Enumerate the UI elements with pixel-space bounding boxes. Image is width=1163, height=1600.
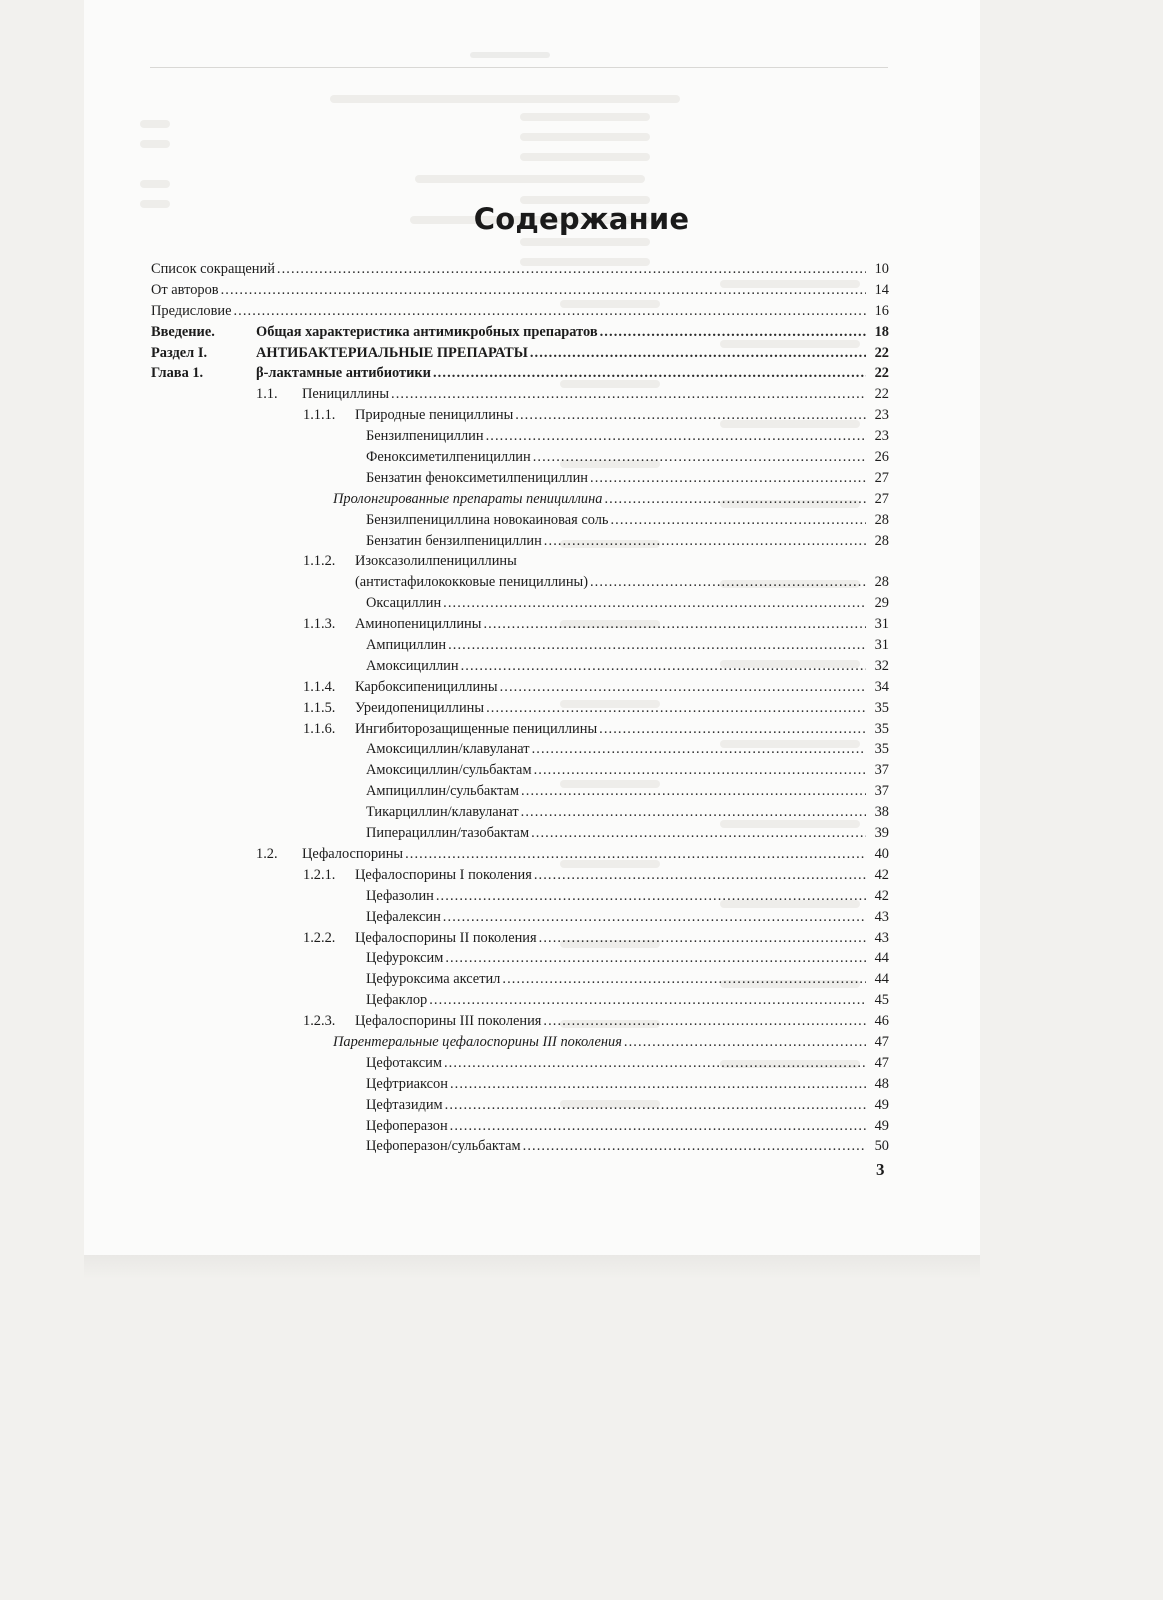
toc-entry-page: 40 <box>874 845 889 862</box>
toc-entry-title: Цефтазидим <box>366 1096 443 1113</box>
toc-entry-label: Раздел I. <box>151 344 208 361</box>
leader-dots <box>450 1116 866 1137</box>
toc-entry-page: 28 <box>874 532 889 549</box>
leader-dots <box>543 1011 866 1032</box>
leader-dots <box>405 844 866 865</box>
toc-entry-title: Тикарциллин/клавуланат <box>366 804 519 821</box>
ghost-line <box>140 180 170 188</box>
toc-entry-title: Феноксиметилпенициллин <box>366 449 531 466</box>
leader-dots <box>533 447 866 468</box>
toc-entry <box>151 322 889 343</box>
toc-entry-number: 1.1.3. <box>303 616 336 633</box>
leader-dots <box>445 1095 866 1116</box>
toc-entry <box>151 1074 889 1095</box>
leader-dots <box>450 1074 866 1095</box>
toc-entry <box>151 719 889 740</box>
toc-entry-page: 26 <box>874 449 889 466</box>
toc-entry-title: Аминопенициллины <box>355 616 482 633</box>
toc-entry-page: 49 <box>874 1117 889 1134</box>
page-number: 3 <box>876 1160 885 1179</box>
toc-entry-page: 31 <box>874 616 889 633</box>
ghost-line <box>140 140 170 148</box>
leader-dots <box>521 802 866 823</box>
leader-dots <box>461 656 866 677</box>
toc-entry-page: 10 <box>874 261 889 277</box>
toc-entry-title: Бензатин бензилпенициллин <box>366 532 542 549</box>
toc-entry-title: Амоксициллин <box>366 657 459 674</box>
toc-entry-page: 31 <box>874 637 889 654</box>
leader-dots <box>443 907 866 928</box>
toc-entry <box>151 886 889 907</box>
leader-dots <box>448 635 866 656</box>
toc-entry <box>151 1032 889 1053</box>
leader-dots <box>444 1053 866 1074</box>
toc-entry-title: Список сокращений <box>151 261 275 277</box>
toc-entry <box>151 1095 889 1116</box>
toc-entry <box>151 614 889 635</box>
toc-entry-page: 42 <box>874 887 889 904</box>
toc-entry-title: Цефалоспорины I поколения <box>355 866 532 883</box>
toc-entry <box>151 823 889 844</box>
toc-entry-page: 48 <box>874 1075 889 1092</box>
toc-entry <box>151 781 889 802</box>
toc-entry-title: Пенициллины <box>302 386 390 403</box>
toc-entry-number: 1.1.4. <box>303 678 336 695</box>
toc-entry-page: 22 <box>874 386 889 403</box>
toc-entry-page: 28 <box>874 574 889 591</box>
toc-entry-page: 35 <box>874 720 889 737</box>
toc-entry-number: 1.1.1. <box>303 407 336 424</box>
toc-entry <box>151 990 889 1011</box>
toc-entry-title: Цефалоспорины III поколения <box>355 1013 542 1030</box>
toc-entry <box>151 363 889 384</box>
leader-dots <box>433 363 866 384</box>
ghost-line <box>520 133 650 141</box>
leader-dots <box>436 886 866 907</box>
toc-entry <box>151 405 889 426</box>
toc-entry-title: Ингибиторозащищенные пенициллины <box>355 720 598 737</box>
leader-dots <box>600 322 866 343</box>
toc-entry-title: Цефалоспорины II поколения <box>355 929 537 946</box>
toc-entry-title: Цефаклор <box>366 992 428 1009</box>
toc-entry <box>151 656 889 677</box>
toc-entry-title: Бензилпенициллина новокаиновая соль <box>366 511 609 528</box>
toc-entry <box>151 468 889 489</box>
toc-entry-title: Бензилпенициллин <box>366 428 484 445</box>
leader-dots <box>534 760 866 781</box>
toc-entry-number: 1.2.1. <box>303 866 336 883</box>
leader-dots <box>445 948 866 969</box>
toc-entry-number: 1.2.3. <box>303 1013 336 1030</box>
ghost-line <box>520 238 650 246</box>
toc-entry-page: 43 <box>874 908 889 925</box>
toc-entry <box>151 447 889 468</box>
toc-entry-title: От авторов <box>151 281 219 298</box>
toc-entry <box>151 531 889 552</box>
toc-entry <box>151 948 889 969</box>
leader-dots <box>604 489 866 510</box>
toc-entry-page: 34 <box>874 678 889 695</box>
toc-entry-title: Природные пенициллины <box>355 407 514 424</box>
toc-entry-page: 18 <box>874 323 889 340</box>
toc-entry-title: Бензатин феноксиметилпенициллин <box>366 469 588 486</box>
toc-entry <box>151 865 889 886</box>
toc-entry-page: 45 <box>874 992 889 1009</box>
ghost-line <box>330 95 680 103</box>
toc-entry <box>151 677 889 698</box>
toc-entry <box>151 760 889 781</box>
toc-entry-page: 23 <box>874 407 889 424</box>
toc-entry <box>151 1011 889 1032</box>
toc-entry-title: Ампициллин <box>366 637 447 654</box>
toc-entry-page: 46 <box>874 1013 889 1030</box>
toc-entry <box>151 572 889 593</box>
toc-entry <box>151 593 889 614</box>
toc-entry <box>151 739 889 760</box>
leader-dots <box>277 259 866 280</box>
leader-dots <box>391 384 866 405</box>
toc-entry-page: 37 <box>874 783 889 800</box>
leader-dots <box>486 698 866 719</box>
leader-dots <box>610 510 866 531</box>
toc-entry-title: Изоксазолилпенициллины <box>355 553 517 570</box>
toc-entry-page: 37 <box>874 762 889 779</box>
toc-entry-number: 1.1.2. <box>303 553 336 570</box>
leader-dots <box>523 1136 866 1157</box>
leader-dots <box>515 405 866 426</box>
toc-entry-title: Цефуроксима аксетил <box>366 971 501 988</box>
toc-entry-number: 1.1. <box>256 386 278 403</box>
toc-entry-label: Введение. <box>151 323 215 340</box>
header-rule <box>150 67 888 68</box>
ghost-line <box>520 153 650 161</box>
toc-entry <box>151 489 889 510</box>
toc-entry-page: 28 <box>874 511 889 528</box>
toc-entry <box>151 280 889 301</box>
leader-dots <box>443 593 866 614</box>
toc-entry-title: Предисловие <box>151 302 232 319</box>
toc-entry-page: 22 <box>874 344 889 361</box>
toc-entry <box>151 259 889 280</box>
toc-entry <box>151 301 889 322</box>
toc-entry-number: 1.2. <box>256 845 278 862</box>
leader-dots <box>624 1032 866 1053</box>
toc-entry-title: Цефтриаксон <box>366 1075 448 1092</box>
toc-entry-page: 38 <box>874 804 889 821</box>
toc-entry-title: Цефоперазон <box>366 1117 448 1134</box>
toc-entry <box>151 907 889 928</box>
toc-entry-page: 44 <box>874 971 889 988</box>
toc-entry <box>151 343 889 364</box>
leader-dots <box>599 719 866 740</box>
toc-entry <box>151 802 889 823</box>
toc-entry-title: Пиперациллин/тазобактам <box>366 825 530 842</box>
toc-entry-page: 16 <box>874 302 889 319</box>
toc-entry-page: 29 <box>874 595 889 612</box>
toc-entry-number: 1.1.6. <box>303 720 336 737</box>
toc-entry-page: 35 <box>874 741 889 758</box>
leader-dots <box>590 572 866 593</box>
toc-entry-title: Ампициллин/сульбактам <box>366 783 520 800</box>
toc-entry-title: Пролонгированные препараты пенициллина <box>333 490 603 507</box>
toc-entry-title: Оксациллин <box>366 595 442 612</box>
toc-entry <box>151 969 889 990</box>
leader-dots <box>590 468 866 489</box>
toc-entry-title: Цефалоспорины <box>302 845 404 862</box>
leader-dots <box>534 865 866 886</box>
leader-dots <box>500 677 866 698</box>
toc-entry-page: 27 <box>874 469 889 486</box>
toc-entry <box>151 928 889 949</box>
toc-entry <box>151 551 889 572</box>
toc-entry-page: 22 <box>874 365 889 382</box>
toc-entry-number: 1.2.2. <box>303 929 336 946</box>
toc-entry-title: Цефуроксим <box>366 950 444 967</box>
toc-entry-page: 32 <box>874 657 889 674</box>
leader-dots <box>233 301 866 322</box>
toc-entry-number: 1.1.5. <box>303 699 336 716</box>
toc-entry-page: 39 <box>874 825 889 842</box>
toc-entry-title: АНТИБАКТЕРИАЛЬНЫЕ ПРЕПАРАТЫ <box>256 344 528 361</box>
leader-dots <box>486 426 866 447</box>
page-bottom-edge <box>84 1255 980 1279</box>
toc-entry-title: Парентеральные цефалоспорины III поколения <box>333 1033 622 1050</box>
toc-entry-title: (антистафилококковые пенициллины) <box>355 574 588 591</box>
leader-dots <box>532 739 866 760</box>
leader-dots <box>539 928 866 949</box>
toc-entry-title: Цефотаксим <box>366 1054 442 1071</box>
leader-dots <box>531 823 866 844</box>
leader-dots <box>502 969 866 990</box>
leader-dots <box>530 343 866 364</box>
toc-entry-title: Амоксициллин/сульбактам <box>366 762 532 779</box>
toc-entry-page: 50 <box>874 1138 889 1155</box>
toc-entry-page: 42 <box>874 866 889 883</box>
toc-entry <box>151 1053 889 1074</box>
toc-entry-label: Глава 1. <box>151 365 204 382</box>
leader-dots <box>483 614 866 635</box>
leader-dots <box>544 531 866 552</box>
toc-entry <box>151 1116 889 1137</box>
toc-entry-page: 14 <box>874 281 889 298</box>
toc-entry <box>151 1136 889 1157</box>
toc-entry <box>151 426 889 447</box>
bleed-through-header <box>470 52 550 58</box>
toc-entry-page: 23 <box>874 428 889 445</box>
toc-entry-title: Общая характеристика антимикробных препаратов <box>256 323 598 340</box>
toc-entry-page: 47 <box>874 1054 889 1071</box>
toc-entry-page: 44 <box>874 950 889 967</box>
toc-entry-title: Цефалексин <box>366 908 441 925</box>
toc-entry <box>151 384 889 405</box>
ghost-line <box>520 113 650 121</box>
toc-entry-title: β-лактамные антибиотики <box>256 365 431 382</box>
toc-entry-page: 35 <box>874 699 889 716</box>
toc-entry-title: Цефоперазон/сульбактам <box>366 1138 521 1155</box>
ghost-line <box>415 175 645 183</box>
toc-entry <box>151 510 889 531</box>
leader-dots <box>521 781 866 802</box>
toc-entry-title: Карбоксипенициллины <box>355 678 498 695</box>
toc-entry-title: Амоксициллин/клавуланат <box>366 741 530 758</box>
page-title: Содержание <box>473 202 690 236</box>
toc-entry <box>151 844 889 865</box>
toc-entry-page: 49 <box>874 1096 889 1113</box>
toc-entry <box>151 635 889 656</box>
toc-entry-title: Уреидопенициллины <box>355 699 485 716</box>
leader-dots <box>221 280 866 301</box>
ghost-line <box>140 120 170 128</box>
toc-entry-page: 43 <box>874 929 889 946</box>
toc-entry <box>151 698 889 719</box>
toc-entry-title: Цефазолин <box>366 887 434 904</box>
table-of-contents <box>151 259 889 1157</box>
toc-entry-page: 27 <box>874 490 889 507</box>
toc-entry-page: 47 <box>874 1033 889 1050</box>
leader-dots <box>429 990 866 1011</box>
